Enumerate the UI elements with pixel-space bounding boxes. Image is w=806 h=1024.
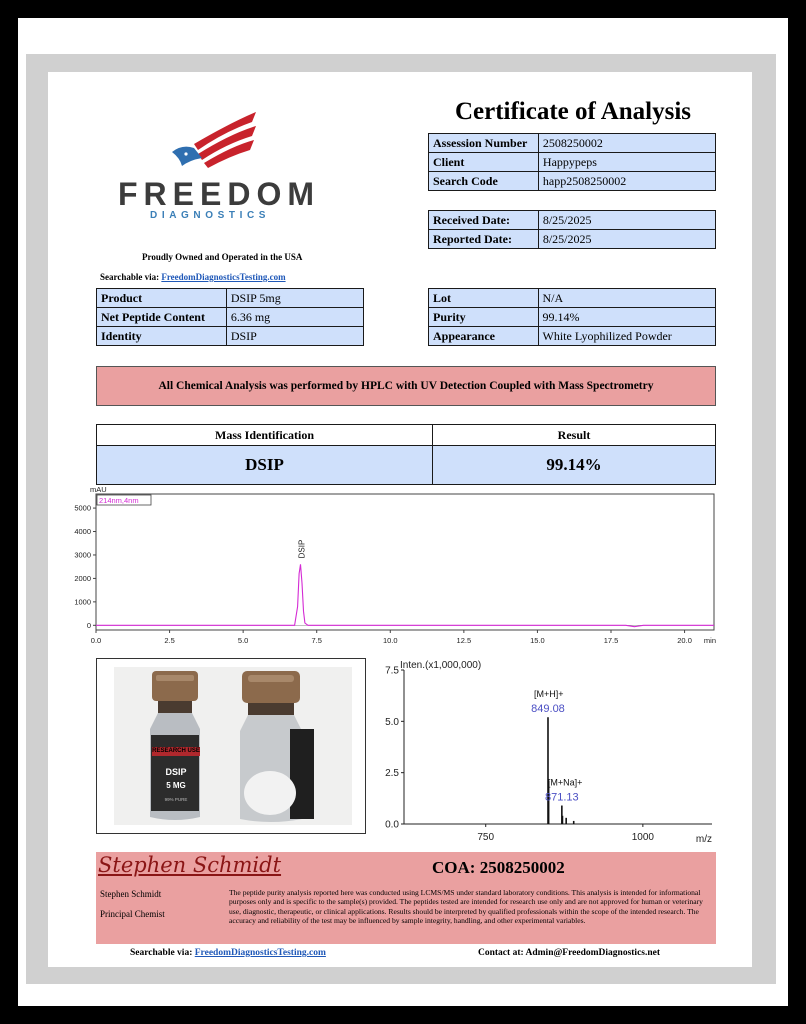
eagle-flag-logo-icon bbox=[168, 108, 268, 172]
logo-wordmark: FREEDOM bbox=[118, 176, 320, 212]
x-axis-label: m/z bbox=[695, 834, 712, 845]
plot-frame bbox=[96, 494, 714, 630]
vial-label-purity: 99% PURE bbox=[164, 797, 188, 802]
x-axis-label: min bbox=[703, 636, 716, 645]
table-row bbox=[429, 134, 716, 153]
y-tick-label: 3000 bbox=[74, 550, 91, 560]
y-axis-label: Inten.(x1,000,000) bbox=[400, 660, 482, 671]
x-tick-label: 10.0 bbox=[382, 636, 398, 645]
kv-label: Search Code bbox=[429, 172, 539, 191]
kv-label: Appearance bbox=[429, 327, 539, 346]
kv-value: White Lyophilized Powder bbox=[538, 327, 716, 346]
kv-label: Purity bbox=[429, 308, 539, 327]
vial-photos bbox=[96, 658, 366, 834]
hplc-chromatogram bbox=[56, 484, 720, 646]
lot-table bbox=[428, 288, 716, 346]
kv-label: Identity bbox=[97, 327, 227, 346]
table-row bbox=[97, 446, 716, 485]
searchable-label: Searchable via: bbox=[100, 272, 162, 282]
coa-number: COA: 2508250002 bbox=[432, 858, 565, 877]
method-banner-text: All Chemical Analysis was performed by HPLC with UV Detection Coupled with Mass Spectrometry bbox=[158, 380, 654, 392]
x-tick-label: 750 bbox=[477, 832, 495, 843]
kv-label: Assession Number bbox=[429, 134, 539, 153]
table-row bbox=[97, 308, 364, 327]
kv-value: 8/25/2025 bbox=[538, 230, 715, 249]
x-tick-label: 1000 bbox=[631, 832, 654, 843]
kv-label: Client bbox=[429, 153, 539, 172]
kv-label: Lot bbox=[429, 289, 539, 308]
x-tick-label: 5.0 bbox=[237, 636, 249, 645]
mz-label: 849.08 bbox=[531, 703, 565, 716]
y-tick-label: 1000 bbox=[74, 597, 91, 607]
y-tick-label: 2000 bbox=[74, 573, 91, 583]
y-tick-label: 4000 bbox=[74, 527, 91, 537]
assession-table bbox=[428, 133, 716, 191]
ion-label: [M+H]+ bbox=[533, 689, 564, 700]
table-row bbox=[429, 172, 716, 191]
table-row bbox=[429, 211, 716, 230]
x-tick-label: 0.0 bbox=[90, 636, 102, 645]
mass-header-left: Mass Identification bbox=[97, 425, 433, 446]
x-tick-label: 15.0 bbox=[530, 636, 545, 645]
y-axis-label: mAU bbox=[90, 485, 107, 494]
y-tick-label: 0.0 bbox=[385, 819, 399, 831]
kv-value: Happypeps bbox=[538, 153, 715, 172]
table-row bbox=[429, 289, 716, 308]
table-row bbox=[429, 308, 716, 327]
kv-value: 2508250002 bbox=[538, 134, 715, 153]
kv-value: N/A bbox=[538, 289, 716, 308]
mass-spectrum bbox=[364, 656, 720, 848]
vial-label-name: DSIP bbox=[165, 767, 187, 777]
x-tick-label: 2.5 bbox=[164, 636, 175, 645]
y-tick-label: 5000 bbox=[74, 503, 91, 513]
kv-value: 99.14% bbox=[538, 308, 716, 327]
disclaimer-text: The peptide purity analysis reported here was conducted using LCMS/MS under standard laboratory conditions. This analysis is intended for informational purposes only and is specific to the sample(s) provided. The peptides tested are intended for research use only and are not approved for human or veterinary use, diagnostic, therapeutic, or clinical applications. Results should be interpreted by qualified professionals within the scope of the intended research. The accuracy and reliability of the test may be influenced by sample integrity, handling, and other experimental variables. bbox=[229, 888, 703, 926]
vial-back-icon bbox=[230, 667, 352, 825]
searchable-line bbox=[100, 272, 286, 282]
page-title: Certificate of Analysis bbox=[454, 98, 692, 125]
kv-value: DSIP bbox=[226, 327, 363, 346]
legend-label: 214nm,4nm bbox=[99, 496, 139, 505]
footer-searchable-link[interactable]: FreedomDiagnosticsTesting.com bbox=[194, 948, 326, 958]
mass-value-right: 99.14% bbox=[433, 446, 716, 485]
signer-name: Stephen Schmidt bbox=[100, 889, 162, 899]
searchable-link[interactable]: FreedomDiagnosticsTesting.com bbox=[161, 272, 286, 282]
table-row bbox=[97, 425, 716, 446]
logo-subtitle: DIAGNOSTICS bbox=[150, 210, 271, 221]
dates-table bbox=[428, 210, 716, 249]
peak-label: DSIP bbox=[297, 539, 307, 559]
kv-label: Net Peptide Content bbox=[97, 308, 227, 327]
kv-label: Reported Date: bbox=[429, 230, 539, 249]
mass-value-left: DSIP bbox=[97, 446, 433, 485]
x-tick-label: 20.0 bbox=[677, 636, 692, 645]
mass-identification-table bbox=[96, 424, 716, 485]
kv-label: Received Date: bbox=[429, 211, 539, 230]
x-tick-label: 17.5 bbox=[603, 636, 619, 645]
vial-label-dose: 5 MG bbox=[166, 781, 186, 790]
table-row bbox=[429, 230, 716, 249]
signer-role: Principal Chemist bbox=[100, 909, 165, 919]
table-row bbox=[97, 289, 364, 308]
ion-label: [M+Na]+ bbox=[547, 777, 583, 788]
vial-label-band: RESEARCH USE bbox=[152, 748, 200, 754]
footer-contact: Contact at: Admin@FreedomDiagnostics.net bbox=[478, 948, 661, 958]
table-row bbox=[429, 153, 716, 172]
vial-photo-front bbox=[114, 667, 236, 825]
mz-label: 871.13 bbox=[545, 791, 579, 804]
y-tick-label: 2.5 bbox=[385, 768, 399, 780]
proudly-tagline: Proudly Owned and Operated in the USA bbox=[142, 252, 303, 262]
y-tick-label: 0 bbox=[86, 620, 91, 630]
footer-searchable-label: Searchable via: bbox=[130, 948, 195, 958]
method-banner bbox=[96, 366, 716, 406]
kv-value: happ2508250002 bbox=[538, 172, 715, 191]
x-tick-label: 7.5 bbox=[311, 636, 322, 645]
x-tick-label: 12.5 bbox=[456, 636, 472, 645]
y-tick-label: 5.0 bbox=[385, 716, 399, 728]
kv-value: 6.36 mg bbox=[226, 308, 363, 327]
mass-header-right: Result bbox=[433, 425, 716, 446]
product-table bbox=[96, 288, 364, 346]
vial-photo-back bbox=[230, 667, 352, 825]
footer-searchable bbox=[130, 948, 326, 958]
kv-value: 8/25/2025 bbox=[538, 211, 715, 230]
chromatogram-trace bbox=[96, 564, 714, 626]
table-row bbox=[429, 327, 716, 346]
kv-label: Product bbox=[97, 289, 227, 308]
table-row bbox=[97, 327, 364, 346]
kv-value: DSIP 5mg bbox=[226, 289, 363, 308]
signature-script: Stephen Schmidt bbox=[98, 853, 282, 877]
y-tick-label: 7.5 bbox=[385, 665, 399, 677]
